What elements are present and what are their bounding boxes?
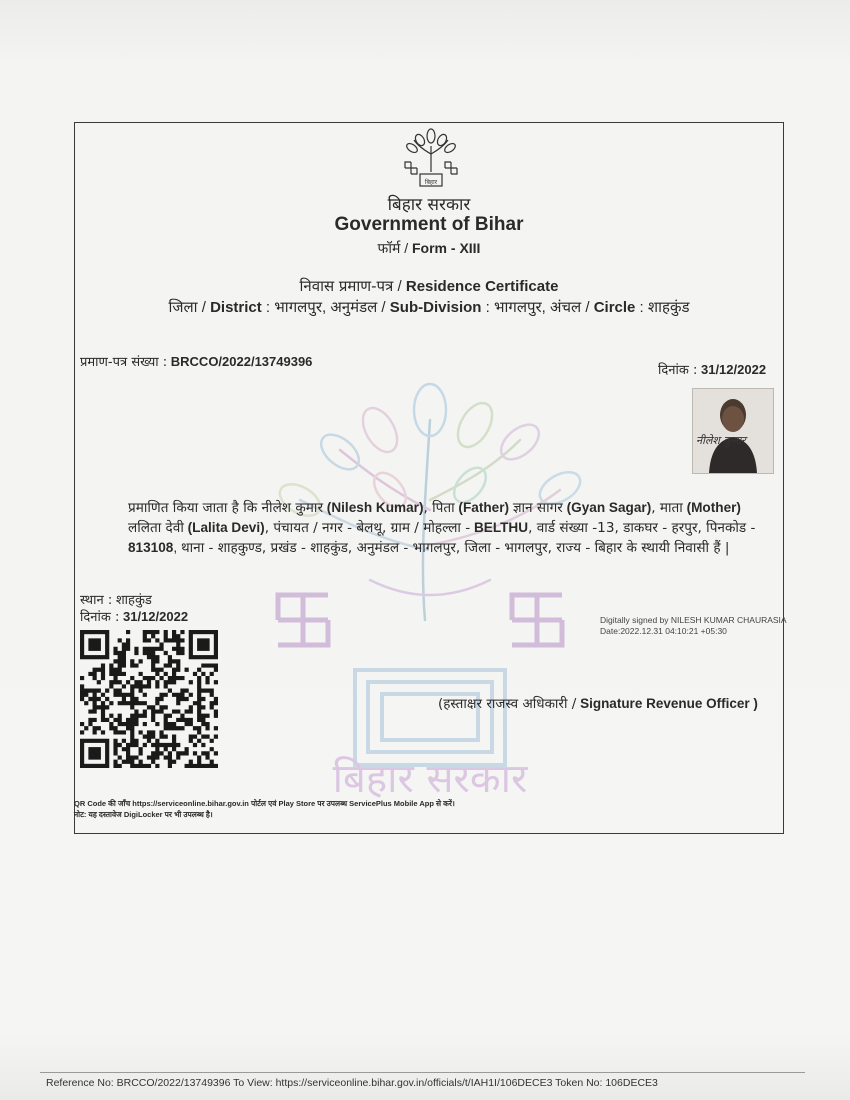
issue-date-label: दिनांक : xyxy=(658,363,698,378)
circle-label: Circle xyxy=(593,299,636,316)
mother-label-english: (Mother) xyxy=(686,500,741,515)
qr-note-line-2: नोट: यह दस्तावेज DigiLocker पर भी उपलब्ध है। xyxy=(74,810,213,819)
mother-name: (Lalita Devi) xyxy=(187,520,265,535)
government-title: Government of Bihar xyxy=(334,214,524,235)
digital-signature-signer: Digitally signed by NILESH KUMAR CHAURASIA xyxy=(600,615,787,625)
qr-verification-note xyxy=(74,798,455,820)
signature-officer-hindi: (हस्ताक्षर राजस्व अधिकारी / xyxy=(438,696,577,712)
form-label-hindi: फॉर्म xyxy=(377,241,401,257)
form-number: फॉर्म / Form - XIII xyxy=(377,240,481,257)
address-part-3: थाना - शाहकुण्ड, प्रखंड - शाहकुंड, अनुमंडल - भागलपुर, जिला - भागलपुर, राज्य - बिहार के स्थायी निवासी हैं | xyxy=(180,540,730,556)
issue-date xyxy=(658,360,766,378)
footer-date xyxy=(80,607,188,625)
digital-signature xyxy=(600,615,787,637)
place xyxy=(80,590,152,608)
pincode: 813108 xyxy=(128,540,174,555)
place-label: स्थान : xyxy=(80,593,113,608)
jurisdiction-line: जिला / District : भागलपुर, अनुमंडल / Sub-Division : भागलपुर, अंचल / Circle : शाहकुंड xyxy=(168,298,690,316)
qr-code xyxy=(80,630,218,768)
footer-date-label: दिनांक : xyxy=(80,610,120,625)
watermark-text: बिहार सरकार xyxy=(332,756,528,800)
emblem-text: बिहार xyxy=(424,179,438,186)
village-name: BELTHU xyxy=(473,520,529,535)
place-value: शाहकुंड xyxy=(115,593,152,608)
applicant-signature: नीलेश कुमार xyxy=(696,434,746,447)
reference-line: Reference No: BRCCO/2022/13749396 To View: https://serviceonline.bihar.gov.in/officials/t/IAH1I/106DECE3 Token No: 106DECE3 xyxy=(46,1077,658,1089)
mother-name-hindi: ललिता देवी xyxy=(128,520,184,536)
district-value: भागलपुर xyxy=(274,298,322,316)
circle-label-hindi: अंचल xyxy=(550,298,582,316)
subdivision-value: भागलपुर xyxy=(493,298,542,316)
person-photo-icon xyxy=(693,389,773,473)
title-english: Residence Certificate xyxy=(405,278,559,295)
certificate-title: निवास प्रमाण-पत्र / Residence Certificate xyxy=(299,277,559,295)
issue-date-value: 31/12/2022 xyxy=(700,362,767,377)
certificate-number-value: BRCCO/2022/13749396 xyxy=(170,354,313,369)
state-name-hindi: बिहार सरकार xyxy=(387,195,471,215)
signature-officer-english: Signature Revenue Officer ) xyxy=(580,696,758,711)
applicant-photo xyxy=(692,388,774,474)
father-label-english: (Father) xyxy=(458,500,510,515)
certificate-body: प्रमाणित किया जाता है कि नीलेश कुमार (Nilesh Kumar), पिता (Father) ज्ञान सागर (Gyan Sagar), माता (Mother) ललिता देवी (Lalita Devi), पंचायत / नगर - बेलथू, ग्राम / मोहल्ला - BELTHU, वार्ड संख्या -13, डाकघर - हरपुर, पिनकोड - 813108, थाना - शाहकुण्ड, प्रखंड - शाहकुंड, अनुमंडल - भागलपुर, जिला - भागलपुर, राज्य - बिहार के स्थायी निवासी हैं | xyxy=(128,500,756,556)
mother-label: , माता xyxy=(651,500,683,516)
signature-officer xyxy=(438,694,758,712)
subdivision-label: Sub-Division xyxy=(389,299,482,316)
bihar-emblem-watermark xyxy=(270,380,590,800)
footer-divider xyxy=(40,1072,805,1073)
footer-date-value: 31/12/2022 xyxy=(122,609,189,624)
form-label-english: Form - XIII xyxy=(412,240,481,256)
address-part-1: , पंचायत / नगर - बेलथू, ग्राम / मोहल्ला - xyxy=(264,520,471,536)
applicant-name: (Nilesh Kumar) xyxy=(326,500,424,515)
digital-signature-date: Date:2022.12.31 04:10:21 +05:30 xyxy=(600,626,727,636)
body-intro: प्रमाणित किया जाता है कि नीलेश कुमार xyxy=(128,500,324,516)
certificate-number xyxy=(80,352,312,370)
qr-note-line-1: QR Code की जाँच https://serviceonline.bihar.gov.in पोर्टल एवं Play Store पर उपलब्ध ServicePlus Mobile App से करें। xyxy=(74,799,455,808)
address-part-2: , वार्ड संख्या -13, डाकघर - हरपुर, पिनकोड - xyxy=(528,520,756,536)
district-label-hindi: जिला xyxy=(168,298,198,316)
district-label: District xyxy=(210,299,262,316)
father-name-hindi: ज्ञान सागर xyxy=(512,500,563,516)
subdivision-label-hindi: अनुमंडल xyxy=(330,298,378,316)
father-name: (Gyan Sagar) xyxy=(566,500,652,515)
title-hindi: निवास प्रमाण-पत्र xyxy=(299,277,394,295)
bihar-emblem-icon xyxy=(402,128,460,190)
certificate-number-label: प्रमाण-पत्र संख्या : xyxy=(80,355,168,370)
father-label: , पिता xyxy=(423,500,455,516)
circle-value: शाहकुंड xyxy=(647,298,690,316)
